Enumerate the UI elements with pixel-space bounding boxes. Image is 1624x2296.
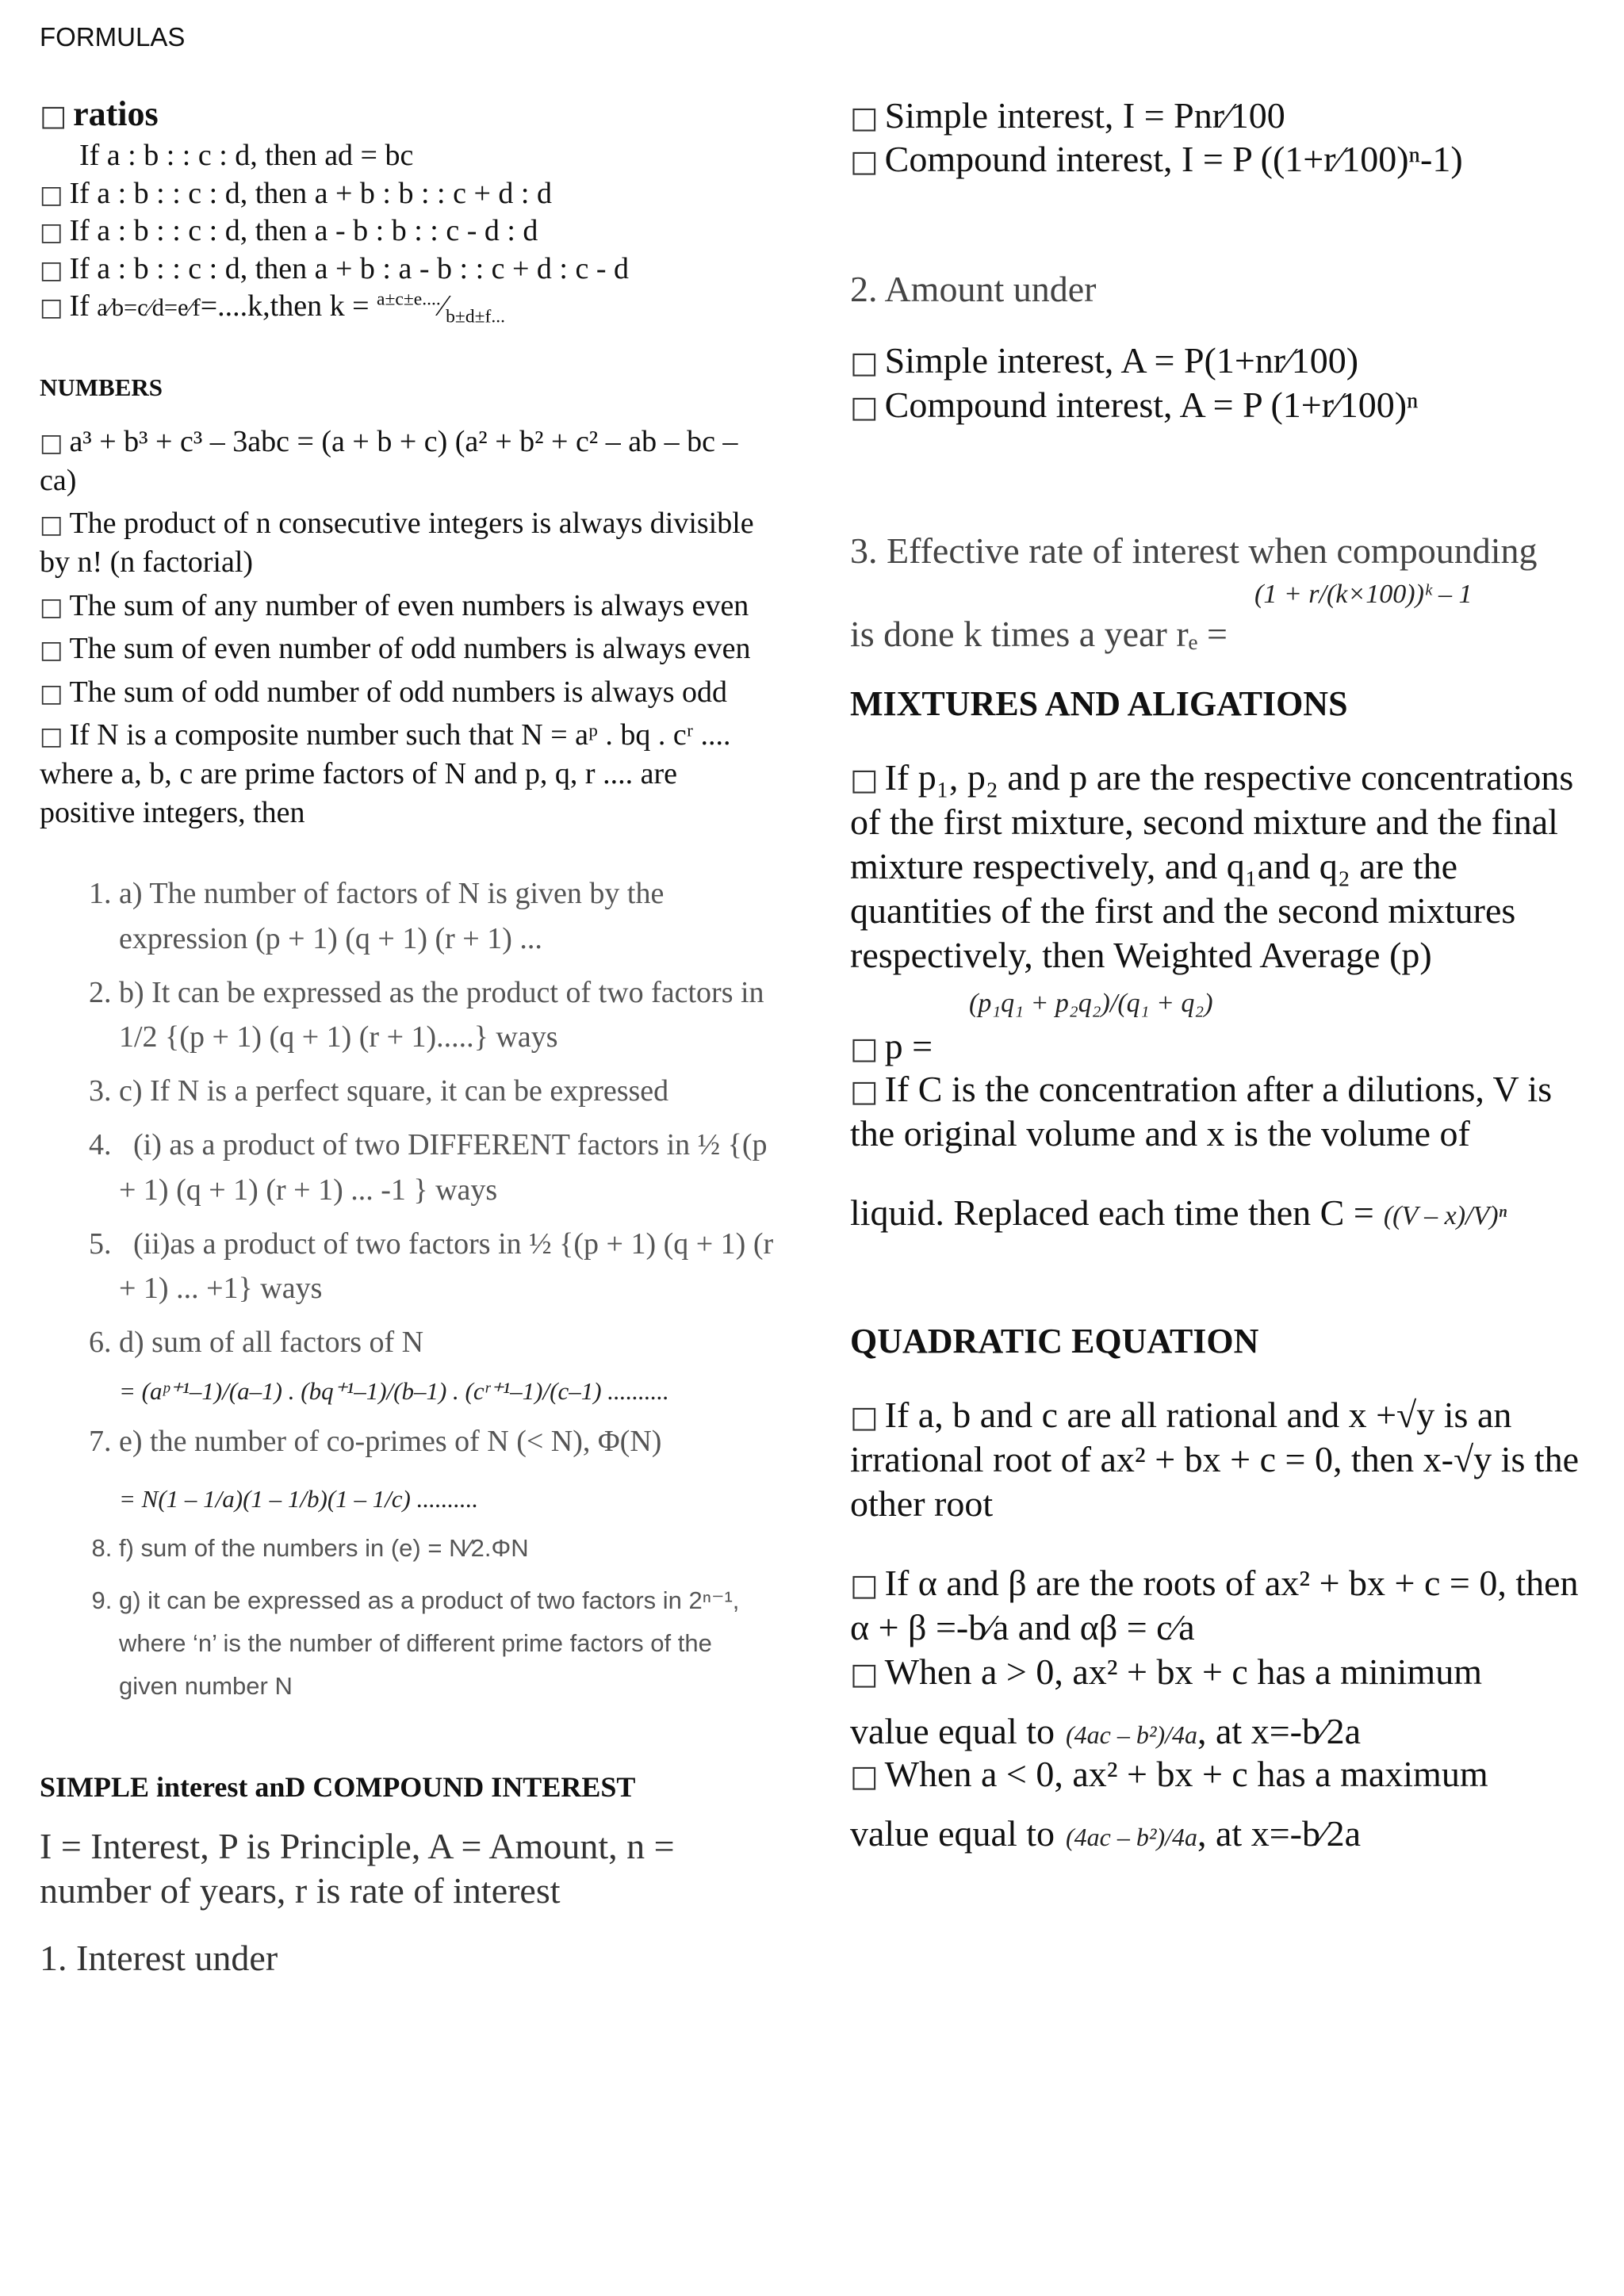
bullet-box-icon: □ xyxy=(40,429,63,458)
ratios-heading: □ ratios xyxy=(40,94,159,133)
effective-rate-formula: (1 + r/(k×100))ᵏ – 1 xyxy=(1254,579,1473,609)
bullet-box-icon: □ xyxy=(850,1031,879,1066)
ratio-rule-5: □ If a⁄b=c⁄d=e⁄f=....k,then $k = ^{a\pm c\pm e....}⁄_{b\pm d\pm f...}$ xyxy=(40,289,506,327)
bullet-box-icon: □ xyxy=(850,761,879,797)
mixtures-heading: MIXTURES AND ALIGATIONS xyxy=(850,683,1348,723)
ratio-rule-4: □ If a : b : : c : d, then a + b : a - b : : c + d : c - d xyxy=(40,251,629,285)
bullet-box-icon: □ xyxy=(850,1567,879,1602)
maximum-formula: (4ac – b²)/4a xyxy=(1066,1823,1198,1852)
bullet-box-icon: □ xyxy=(40,99,67,132)
minimum-value: value equal to (4ac – b²)/4a, at x=-b⁄2a xyxy=(850,1711,1362,1752)
bullet-box-icon: □ xyxy=(850,100,879,135)
p-equals: □ p = xyxy=(850,1026,933,1067)
numbers-heading: NUMBERS xyxy=(40,373,163,402)
sum-product-roots: □ If α and β are the roots of ax² + bx + c = 0, then α + β =-b⁄a and αβ = c⁄a xyxy=(850,1562,1579,1647)
effective-rate-text-2: is done k times a year rₑ = xyxy=(850,613,1228,654)
bullet-box-icon: □ xyxy=(850,1758,879,1794)
ratio-rule-1: If a : b : : c : d, then ad = bc xyxy=(79,139,414,172)
right-column xyxy=(850,94,1588,1854)
maximum-value: value equal to (4ac – b²)/4a, at x=-b⁄2a xyxy=(850,1813,1362,1854)
ratio-rule-3: □ If a : b : : c : d, then a - b : b : : c - d : d xyxy=(40,214,538,247)
bullet-box-icon: □ xyxy=(850,345,879,381)
dilution-text: □ If C is the concentration after a dilutions, V is the original volume and x is the volume of xyxy=(850,1069,1553,1154)
factor-item-a: 1. a) The number of factors of N is given by the expression (p + 1) (q + 1) (r + 1) ... xyxy=(119,871,777,960)
bullet-box-icon: □ xyxy=(40,180,63,209)
bullet-box-icon: □ xyxy=(40,218,63,247)
page-header: FORMULAS xyxy=(40,22,186,52)
minimum-condition: □ When a > 0, ax² + bx + c has a minimum xyxy=(850,1651,1482,1693)
bullet-box-icon: □ xyxy=(40,636,63,665)
minimum-formula: (4ac – b²)/4a xyxy=(1066,1720,1198,1750)
factor-item-f: 8. f) sum of the numbers in (e) = N⁄2.ΦN xyxy=(119,1527,777,1570)
bullet-box-icon: □ xyxy=(850,1073,879,1109)
bullet-box-icon: □ xyxy=(40,293,63,322)
coprime-formula: = N(1 – 1/a)(1 – 1/b)(1 – 1/c) .......... xyxy=(119,1484,479,1513)
cubes-identity: □ a³ + b³ + c³ – 3abc = (a + b + c) (a² + b² + c² – ab – bc – ca) xyxy=(40,425,738,497)
compound-interest-formula: □ Compound interest, I = P ((1+r⁄100)ⁿ-1) xyxy=(850,139,1463,180)
odd-odd-sum: □ The sum of odd number of odd numbers is always odd xyxy=(40,675,727,709)
bullet-box-icon: □ xyxy=(40,255,63,285)
numbers-list xyxy=(40,423,777,832)
dilution-text-2: liquid. Replaced each time then C = ((V – x)/V)ⁿ xyxy=(850,1192,1507,1233)
factor-item-c: 3. c) If N is a perfect square, it can be expressed xyxy=(119,1069,777,1113)
compound-amount-formula: □ Compound interest, A = P (1+r⁄100)ⁿ xyxy=(850,384,1419,425)
weighted-average-text: □ If p₁, p₂ and p are the respective concentrations of the first mixture, second mixture and the final mixture respectively, and q₁and q₂ are the quantities of the first and the second mixtures respectively, then Weighted Average (p) xyxy=(850,756,1574,976)
dilution-formula: ((V – x)/V)ⁿ xyxy=(1383,1200,1507,1230)
quadratic-heading: QUADRATIC EQUATION xyxy=(850,1321,1259,1360)
factor-item-c-i: 4. (i) as a product of two DIFFERENT factors in ½ {(p + 1) (q + 1) (r + 1) ... -1 } ways xyxy=(119,1123,777,1211)
bullet-box-icon: □ xyxy=(850,1399,879,1434)
interest-under: 1. Interest under xyxy=(40,1937,278,1978)
bullet-box-icon: □ xyxy=(850,1656,879,1692)
sum-factors-formula: = (aᵖ⁺¹–1)/(a–1) . (bq⁺¹–1)/(b–1) . (cʳ⁺¹–1)/(c–1) .......... xyxy=(119,1376,669,1405)
factor-item-e: 7. e) the number of co-primes of N (< N), Φ(N) = N(1 – 1/a)(1 – 1/b)(1 – 1/c) .......... xyxy=(119,1419,777,1517)
simple-interest-formula: □ Simple interest, I = Pnr⁄100 xyxy=(850,95,1285,136)
left-column xyxy=(40,94,777,1979)
maximum-condition: □ When a < 0, ax² + bx + c has a maximum xyxy=(850,1754,1488,1795)
factor-item-g: 9. g) it can be expressed as a product of two factors in 2ⁿ⁻¹, where ‘n’ is the number of different prime factors of the given number N xyxy=(119,1579,777,1709)
odd-even-sum: □ The sum of even number of odd numbers is always even xyxy=(40,632,751,666)
even-sum: □ The sum of any number of even numbers is always even xyxy=(40,588,749,622)
factor-item-d: 6. d) sum of all factors of N = (aᵖ⁺¹–1)/(a–1) . (bq⁺¹–1)/(b–1) . (cʳ⁺¹–1)/(c–1) .......... xyxy=(119,1320,777,1409)
factors-list xyxy=(40,871,777,1708)
weighted-average-formula: (p₁q₁ + p₂q₂)/(q₁ + q₂) xyxy=(969,989,1213,1019)
interest-heading: SIMPLE interest anD COMPOUND INTEREST xyxy=(40,1770,636,1803)
factor-item-b: 2. b) It can be expressed as the product of two factors in 1/2 {(p + 1) (q + 1) (r + 1).....} ways xyxy=(119,970,777,1059)
bullet-box-icon: □ xyxy=(850,144,879,179)
consecutive-product: □ The product of n consecutive integers is always divisible by n! (n factorial) xyxy=(40,507,754,579)
simple-amount-formula: □ Simple interest, A = P(1+nr⁄100) xyxy=(850,340,1359,381)
bullet-box-icon: □ xyxy=(850,388,879,424)
factor-item-c-ii: 5. (ii)as a product of two factors in ½ {(p + 1) (q + 1) (r + 1) ... +1} ways xyxy=(119,1222,777,1311)
bullet-box-icon: □ xyxy=(40,679,63,708)
ratio-rule-2: □ If a : b : : c : d, then a + b : b : : c + d : d xyxy=(40,176,552,210)
bullet-box-icon: □ xyxy=(40,511,63,540)
composite-number: □ If N is a composite number such that N = aᵖ . bq . cʳ .... where a, b, c are prime factors of N and p, q, r .... are positive integers, then xyxy=(40,718,731,829)
ratios-list xyxy=(40,137,777,329)
bullet-box-icon: □ xyxy=(40,722,63,752)
bullet-box-icon: □ xyxy=(40,592,63,622)
irrational-root-rule: □ If a, b and c are all rational and x +√y is an irrational root of ax² + bx + c = 0, then x-√y is the other root xyxy=(850,1394,1580,1524)
interest-definitions: I = Interest, P is Principle, A = Amount, n = number of years, r is rate of interest xyxy=(40,1825,675,1911)
effective-rate-text: 3. Effective rate of interest when compounding xyxy=(850,530,1538,571)
amount-under: 2. Amount under xyxy=(850,269,1097,310)
